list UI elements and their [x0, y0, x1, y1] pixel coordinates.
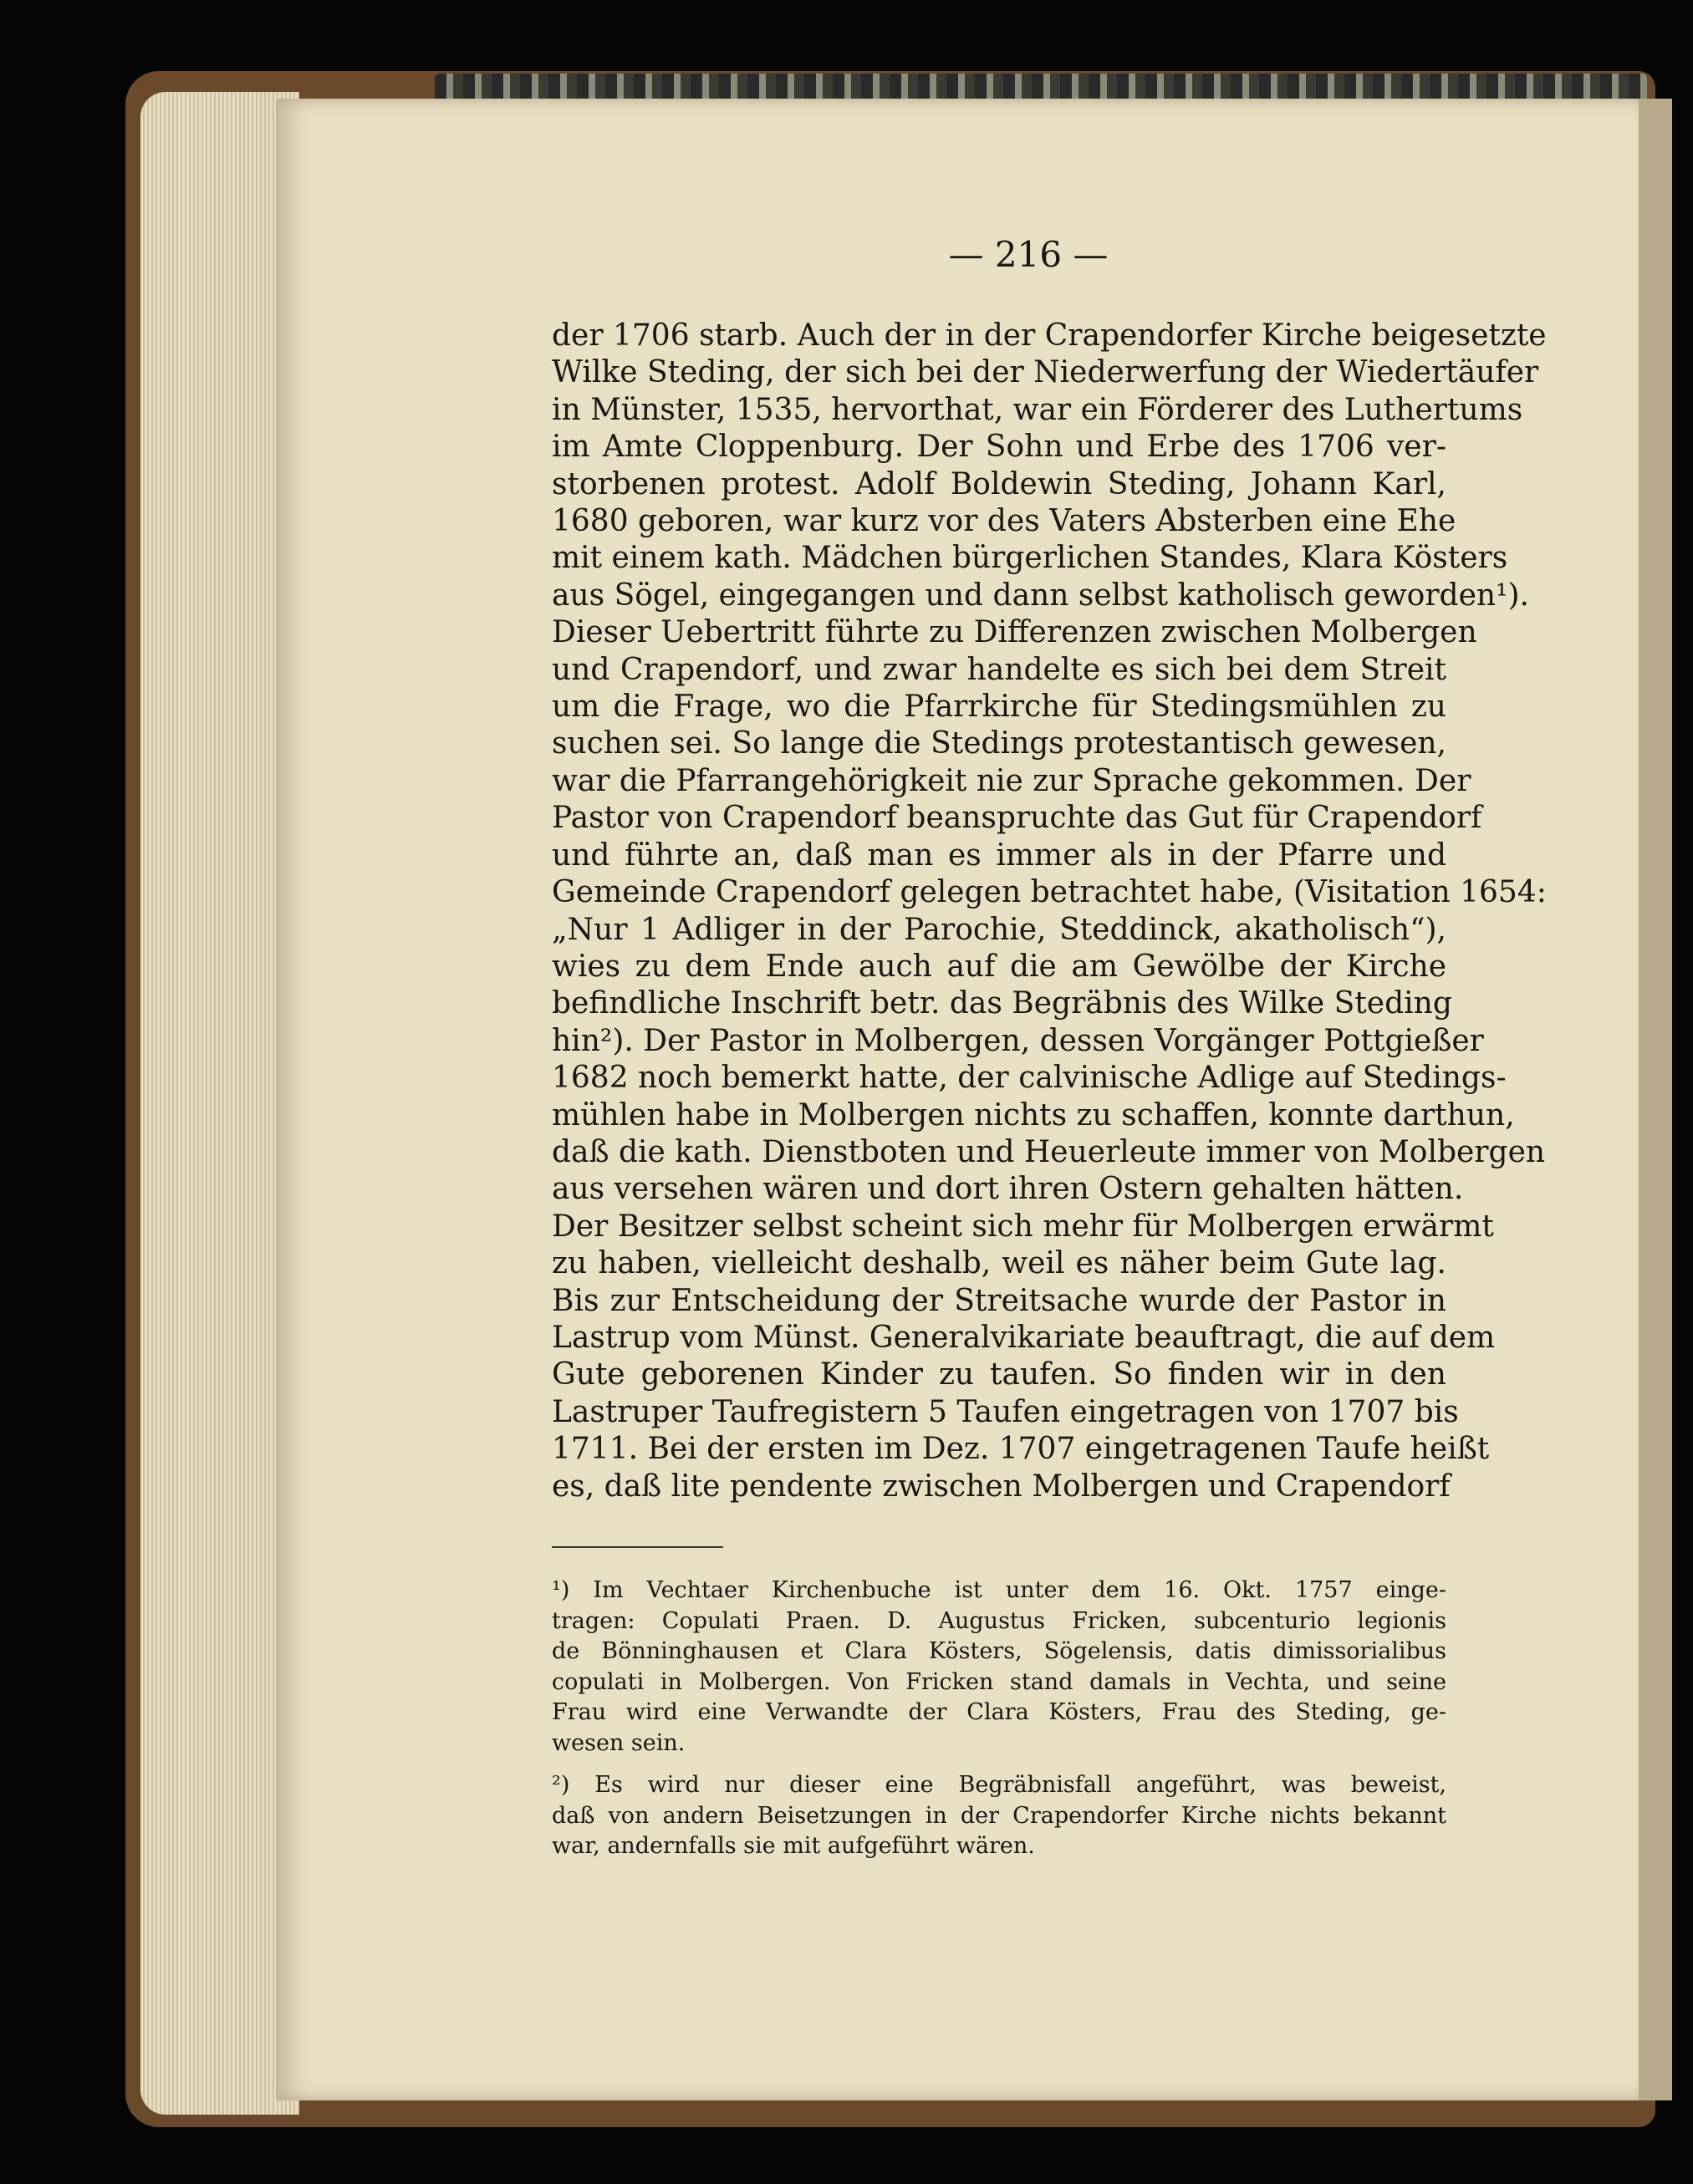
book-headband — [435, 74, 1647, 102]
footnotes — [552, 1576, 1446, 1862]
footnote-1 — [552, 1576, 1446, 1759]
body-line: 1711. Bei der ersten im Dez. 1707 eingetragenen Taufe heißt — [552, 1432, 1490, 1467]
body-line: Dieser Uebertritt führte zu Differenzen zwischen Molbergen — [552, 615, 1477, 650]
body-text — [552, 318, 1547, 1505]
footnote-line: copulati in Molbergen. Von Fricken stand damals in Vechta, und seine — [552, 1668, 1446, 1695]
body-line: 1680 geboren, war kurz vor des Vaters Absterben eine Ehe — [552, 504, 1456, 539]
body-line: wies zu dem Ende auch auf die am Gewölbe der Kirche — [552, 949, 1446, 984]
body-line: und führte an, daß man es immer als in der Pfarre und — [552, 837, 1446, 873]
footnote-line: tragen: Copulati Praen. D. Augustus Fricken, subcenturio legionis — [552, 1607, 1446, 1634]
body-line: Pastor von Crapendorf beanspruchte das Gut für Crapendorf — [552, 801, 1482, 836]
right-gutter — [1639, 99, 1672, 2100]
body-line: Gute geborenen Kinder zu taufen. So finden wir in den — [552, 1357, 1446, 1392]
body-line: Bis zur Entscheidung der Streitsache wurde der Pastor in — [552, 1283, 1446, 1318]
footnote-line: daß von andern Beisetzungen in der Crapendorfer Kirche nichts bekannt — [552, 1802, 1446, 1829]
body-line: daß die kath. Dienstboten und Heuerleute immer von Molbergen — [552, 1134, 1546, 1169]
body-line: der 1706 starb. Auch der in der Crapendorfer Kirche beigesetzte — [552, 318, 1547, 353]
body-line: und Crapendorf, und zwar handelte es sich bei dem Streit — [552, 652, 1446, 687]
body-line: Lastrup vom Münst. Generalvikariate beauftragt, die auf dem — [552, 1320, 1496, 1355]
body-line: Wilke Steding, der sich bei der Niederwerfung der Wiedertäufer — [552, 355, 1539, 390]
footnote-line: de Bönninghausen et Clara Kösters, Sögelensis, datis dimissorialibus — [552, 1638, 1446, 1664]
body-line: storbenen protest. Adolf Boldewin Steding, Johann Karl, — [552, 466, 1446, 501]
body-line: „Nur 1 Adliger in der Parochie, Steddinck, akatholisch“), — [552, 912, 1446, 947]
body-line: hin²). Der Pastor in Molbergen, dessen Vorgänger Pottgießer — [552, 1023, 1484, 1058]
footnote-line: ¹) Im Vechtaer Kirchenbuche ist unter dem 16. Okt. 1757 einge- — [552, 1577, 1446, 1603]
body-line: Der Besitzer selbst scheint sich mehr für Molbergen erwärmt — [552, 1209, 1494, 1244]
footnote-line: ²) Es wird nur dieser eine Begräbnisfall angeführt, was beweist, — [552, 1772, 1446, 1798]
footnote-line: war, andernfalls sie mit aufgeführt wären. — [552, 1833, 1035, 1859]
body-line: mit einem kath. Mädchen bürgerlichen Standes, Klara Kösters — [552, 541, 1508, 576]
page-number: — 216 — — [948, 234, 1109, 275]
body-line: es, daß lite pendente zwischen Molbergen und Crapendorf — [552, 1469, 1451, 1504]
footnote-line: wesen sein. — [552, 1729, 686, 1756]
body-line: 1682 noch bemerkt hatte, der calvinische Adlige auf Stedings- — [552, 1061, 1507, 1096]
body-line: befindliche Inschrift betr. das Begräbnis des Wilke Steding — [552, 986, 1452, 1021]
body-line: war die Pfarrangehörigkeit nie zur Sprache gekommen. Der — [552, 763, 1471, 798]
footnote-2 — [552, 1770, 1446, 1862]
body-line: im Amte Cloppenburg. Der Sohn und Erbe des 1706 ver- — [552, 430, 1446, 465]
footnote-line: Frau wird eine Verwandte der Clara Kösters, Frau des Steding, ge- — [552, 1699, 1446, 1725]
body-line: Lastruper Taufregistern 5 Taufen eingetragen von 1707 bis — [552, 1394, 1459, 1429]
body-line: in Münster, 1535, hervorthat, war ein Förderer des Luthertums — [552, 392, 1523, 427]
body-line: aus Sögel, eingegangen und dann selbst katholisch geworden¹). — [552, 578, 1529, 613]
body-line: suchen sei. So lange die Stedings protestantisch gewesen, — [552, 726, 1446, 761]
body-line: mühlen habe in Molbergen nichts zu schaffen, konnte darthun, — [552, 1097, 1515, 1133]
body-line: aus versehen wären und dort ihren Ostern gehalten hätten. — [552, 1172, 1464, 1207]
footnote-separator — [552, 1546, 723, 1548]
body-line: Gemeinde Crapendorf gelegen betrachtet habe, (Visitation 1654: — [552, 875, 1547, 910]
body-line: um die Frage, wo die Pfarrkirche für Stedingsmühlen zu — [552, 690, 1446, 725]
body-line: zu haben, vielleicht deshalb, weil es näher beim Gute lag. — [552, 1246, 1446, 1281]
